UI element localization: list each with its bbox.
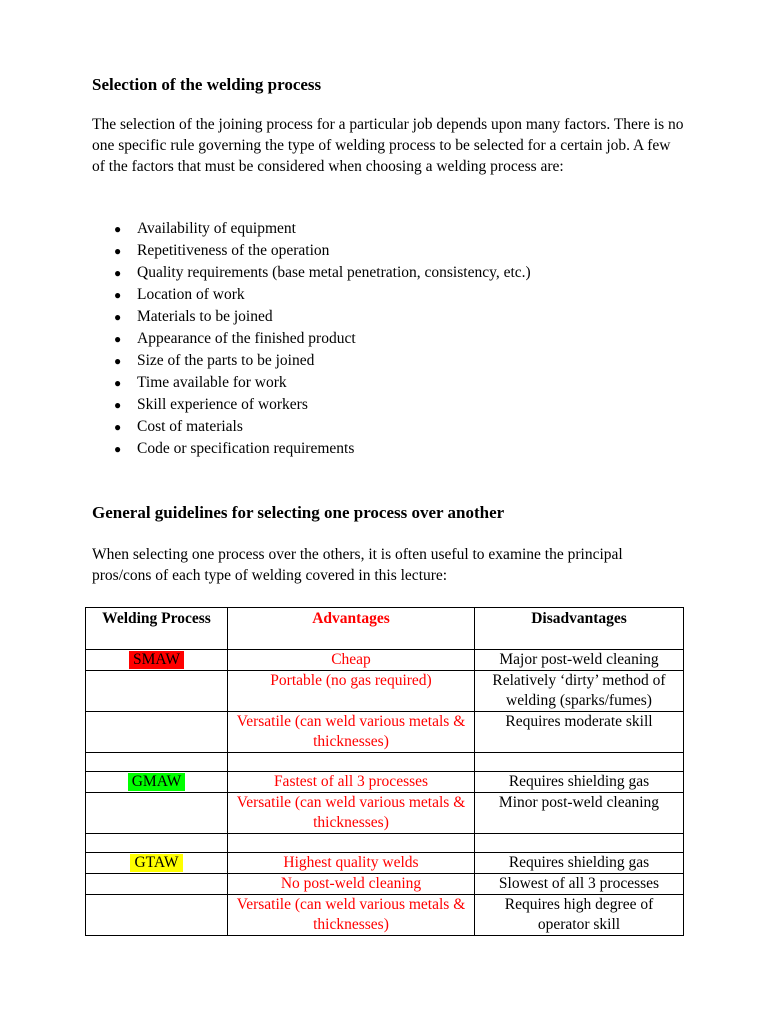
header-disadvantages: Disadvantages — [475, 608, 684, 650]
list-item: ● Code or specification requirements — [92, 438, 531, 460]
bullet-icon: ● — [114, 442, 122, 456]
disadvantage-cell: Major post-weld cleaning — [475, 650, 684, 671]
section-heading-selection: Selection of the welding process — [92, 75, 322, 94]
process-cell — [86, 874, 228, 895]
list-item: ● Repetitiveness of the operation — [92, 240, 531, 262]
header-process: Welding Process — [86, 608, 228, 650]
process-comparison-table — [85, 607, 684, 936]
disadvantage-cell: Requires high degree of operator skill — [475, 895, 684, 936]
guidelines-paragraph: When selecting one process over the others, it is often useful to examine the principal pros/cons of each type of welding covered in this lecture: — [92, 546, 623, 584]
bullet-icon: ● — [114, 288, 122, 302]
process-name-gmaw: GMAW — [128, 773, 186, 791]
advantage-cell: Cheap — [228, 650, 475, 671]
process-name-smaw: SMAW — [129, 651, 184, 669]
table-row — [86, 853, 684, 874]
bullet-icon: ● — [114, 354, 122, 368]
list-item: ● Time available for work — [92, 372, 531, 394]
list-item: ● Size of the parts to be joined — [92, 350, 531, 372]
bullet-icon: ● — [114, 420, 122, 434]
advantage-cell: Highest quality welds — [228, 853, 475, 874]
bullet-icon: ● — [114, 244, 122, 258]
list-item: ● Location of work — [92, 284, 531, 306]
spacer-row — [86, 753, 684, 772]
table-row — [86, 712, 684, 753]
advantage-cell: Versatile (can weld various metals & thicknesses) — [228, 895, 475, 936]
table-header-row — [86, 608, 684, 650]
intro-paragraph: The selection of the joining process for a particular job depends upon many factors. There is no one specific rule governing the type of welding process to be selected for a certain job. A few of the factors that must be considered when choosing a welding process are: — [92, 116, 684, 175]
bullet-icon: ● — [114, 332, 122, 346]
table-row — [86, 874, 684, 895]
disadvantage-cell: Relatively ‘dirty’ method of welding (sparks/fumes) — [475, 671, 684, 712]
disadvantage-cell: Slowest of all 3 processes — [475, 874, 684, 895]
process-cell — [86, 650, 228, 671]
table-row — [86, 671, 684, 712]
advantage-cell: Versatile (can weld various metals & thicknesses) — [228, 712, 475, 753]
process-cell — [86, 793, 228, 834]
list-item: ● Cost of materials — [92, 416, 531, 438]
process-cell — [86, 895, 228, 936]
list-item: ● Skill experience of workers — [92, 394, 531, 416]
list-item: ● Appearance of the finished product — [92, 328, 531, 350]
list-item: ● Quality requirements (base metal penetration, consistency, etc.) — [92, 262, 531, 284]
section-heading-guidelines: General guidelines for selecting one process over another — [92, 503, 505, 522]
advantage-cell: No post-weld cleaning — [228, 874, 475, 895]
process-cell — [86, 712, 228, 753]
disadvantage-cell: Requires shielding gas — [475, 853, 684, 874]
disadvantage-cell: Requires shielding gas — [475, 772, 684, 793]
disadvantage-cell: Requires moderate skill — [475, 712, 684, 753]
factors-list — [92, 218, 531, 460]
advantage-cell: Portable (no gas required) — [228, 671, 475, 712]
process-cell — [86, 671, 228, 712]
bullet-icon: ● — [114, 222, 122, 236]
list-item: ● Availability of equipment — [92, 218, 531, 240]
process-name-gtaw: GTAW — [130, 854, 182, 872]
header-advantages: Advantages — [228, 608, 475, 650]
bullet-icon: ● — [114, 398, 122, 412]
table-row — [86, 772, 684, 793]
list-item: ● Materials to be joined — [92, 306, 531, 328]
advantage-cell: Versatile (can weld various metals & thicknesses) — [228, 793, 475, 834]
bullet-icon: ● — [114, 376, 122, 390]
process-cell — [86, 772, 228, 793]
bullet-icon: ● — [114, 310, 122, 324]
table-row — [86, 650, 684, 671]
table-row — [86, 793, 684, 834]
spacer-row — [86, 834, 684, 853]
bullet-icon: ● — [114, 266, 122, 280]
advantage-cell: Fastest of all 3 processes — [228, 772, 475, 793]
process-cell — [86, 853, 228, 874]
table-row — [86, 895, 684, 936]
disadvantage-cell: Minor post-weld cleaning — [475, 793, 684, 834]
